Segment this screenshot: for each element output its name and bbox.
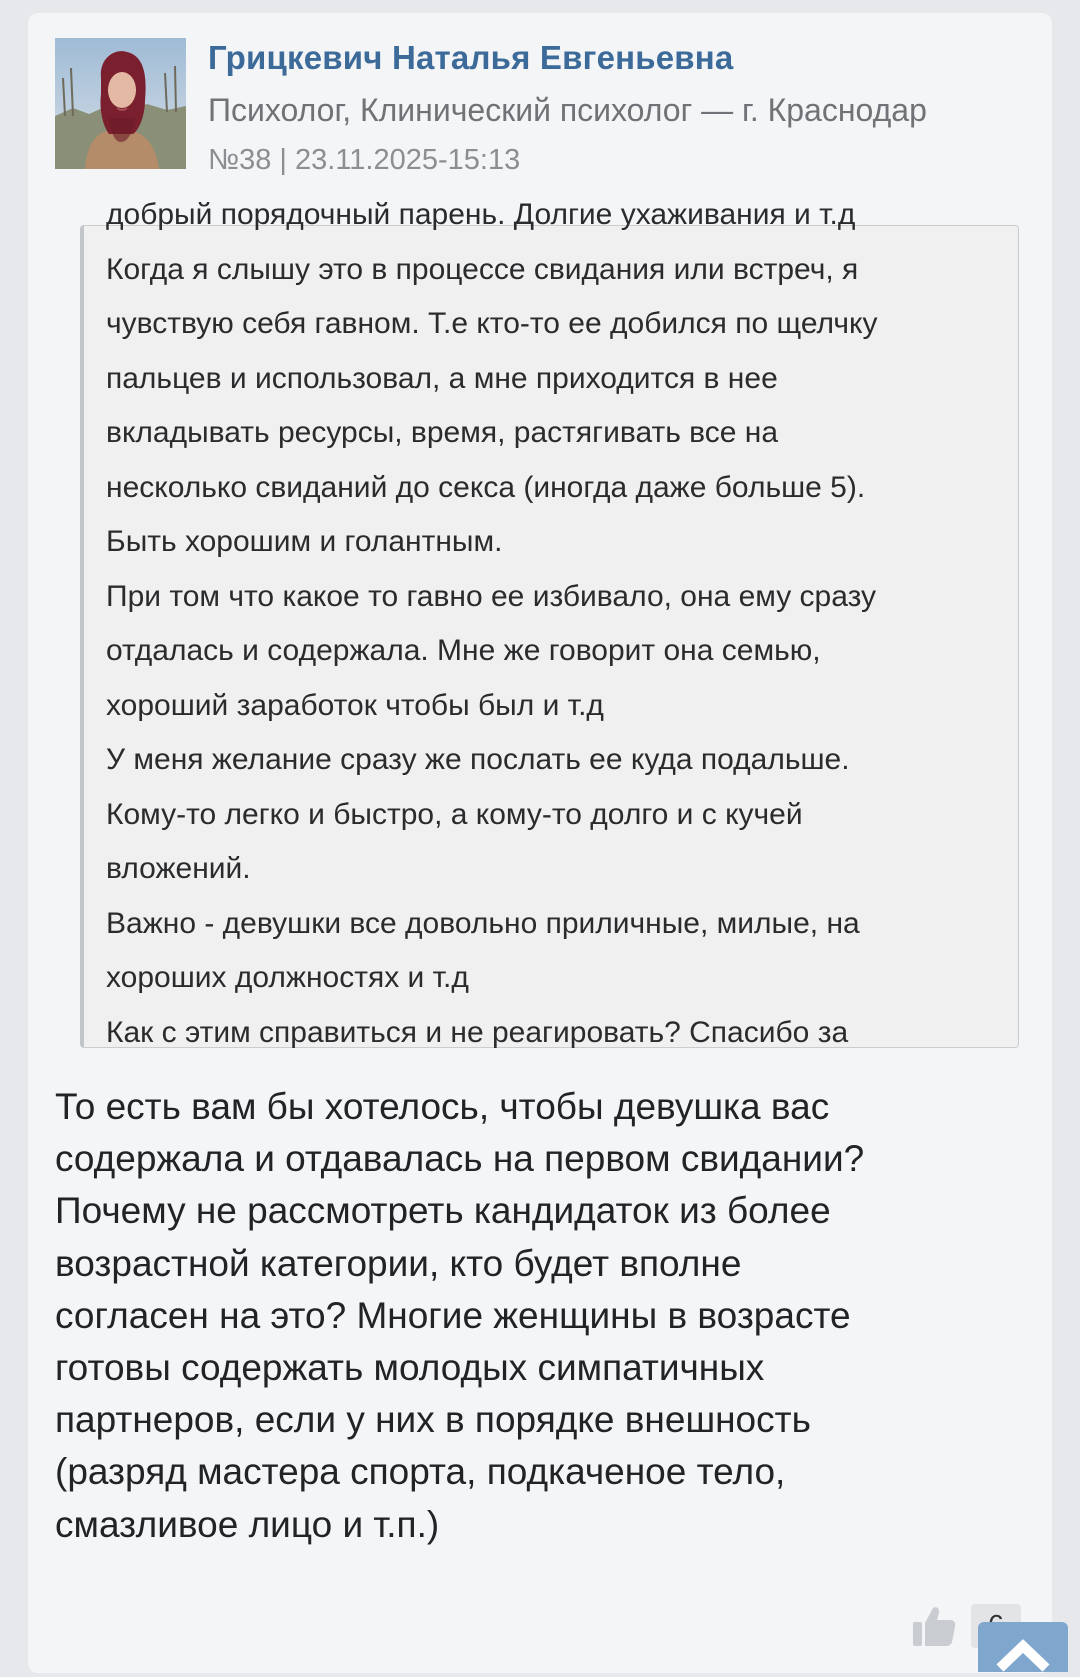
answer-text [55, 1081, 1015, 1551]
quote-line: Кому-то легко и быстро, а кому-то долго и с кучей [106, 797, 803, 831]
quote-line: Быть хорошим и голантным. [106, 525, 503, 558]
quote-line: вложений. [106, 852, 251, 885]
answer-card [28, 13, 1052, 1673]
quote-line: вкладывать ресурсы, время, растягивать все на [106, 416, 779, 449]
answer-line: Почему не рассмотреть кандидаток из более [55, 1190, 831, 1232]
answer-line: согласен на это? Многие женщины в возрасте [55, 1294, 851, 1336]
quote-line: хороший заработок чтобы был и т.д [106, 688, 604, 722]
answer-line: возрастной категории, кто будет вполне [55, 1242, 742, 1284]
answer-line: смазливое лицо и т.п.) [55, 1503, 440, 1545]
author-role: Психолог, Клинический психолог — г. Краснодар [208, 92, 927, 128]
quote-line: хороших должностях и т.д [106, 961, 469, 994]
quote-line: несколько свиданий до секса (иногда даже больше 5). [106, 470, 866, 504]
chevron-up-icon [978, 1622, 1068, 1672]
answer-line: (разряд мастера спорта, подкаченое тело, [55, 1451, 786, 1493]
post-meta: №38 | 23.11.2025-15:13 [208, 144, 521, 176]
answer-line: содержала и отдавалась на первом свидании? [55, 1138, 865, 1180]
quote-line: Когда я слышу это в процессе свидания или встреч, я [106, 252, 859, 286]
thumbs-up-icon[interactable] [912, 1605, 956, 1647]
answer-line: партнеров, если у них в порядке внешность [55, 1399, 811, 1441]
answer-line: То есть вам бы хотелось, чтобы девушка вас [55, 1086, 830, 1127]
quote-line: У меня желание сразу же послать ее куда подальше. [106, 743, 850, 776]
quoted-question-text [106, 188, 1006, 1060]
answer-line: готовы содержать молодых симпатичных [55, 1347, 765, 1389]
author-avatar[interactable] [55, 38, 186, 169]
quote-line: При том что какое то гавно ее избивало, она ему сразу [106, 579, 876, 613]
quote-line: пальцев и использовал, а мне приходится в нее [106, 361, 778, 395]
quote-line: добрый порядочный парень. Долгие ухаживания и т.д [106, 198, 856, 231]
quote-line: отдалась и содержала. Мне же говорит она семью, [106, 634, 821, 667]
quote-line: Как с этим справиться и не реагировать? Спасибо за [106, 1015, 849, 1049]
scroll-to-top-button[interactable] [978, 1622, 1068, 1672]
quote-line: Важно - девушки все довольно приличные, милые, на [106, 906, 860, 940]
quote-line: чувствую себя гавном. Т.е кто-то ее добился по щелчку [106, 307, 878, 340]
quoted-question[interactable] [80, 198, 1019, 1049]
author-name[interactable]: Грицкевич Наталья Евгеньевна [208, 39, 734, 76]
